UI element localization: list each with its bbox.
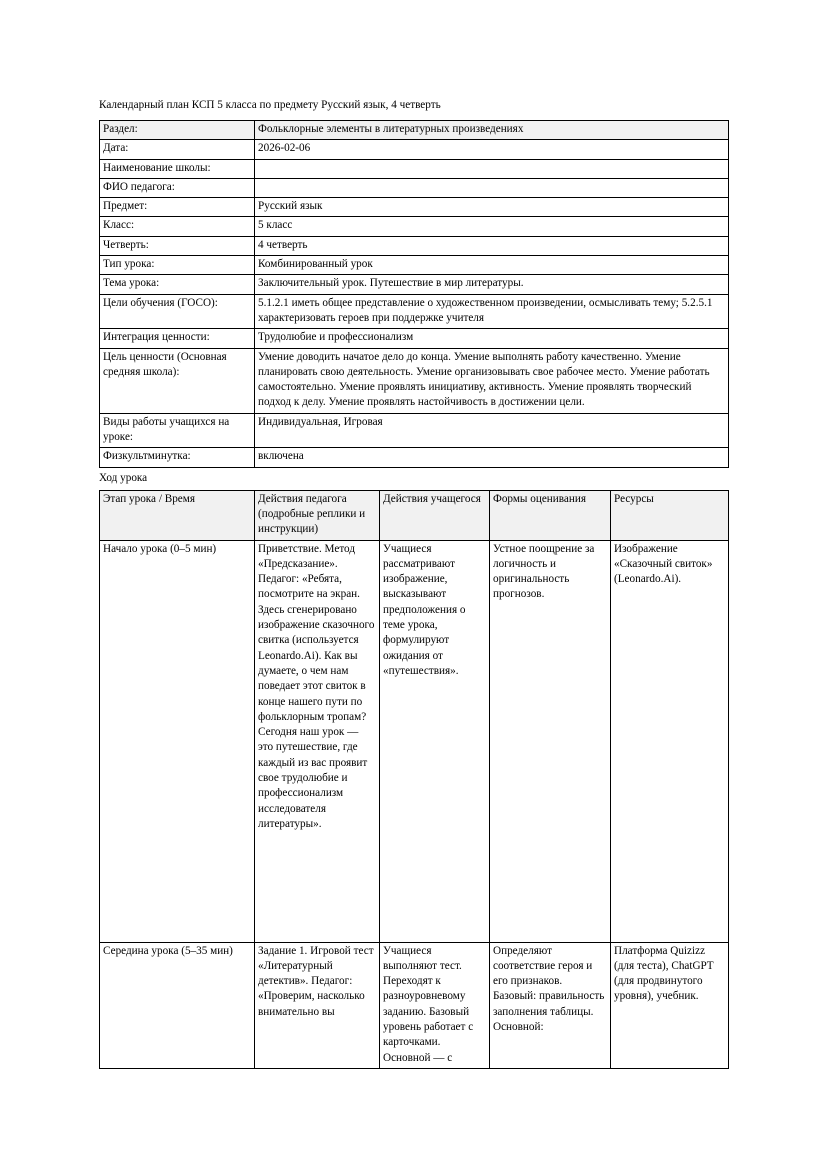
info-value: Индивидуальная, Игровая xyxy=(255,413,729,448)
table-row xyxy=(100,294,729,329)
table-row xyxy=(100,178,729,197)
cell-stage: Середина урока (5–35 мин) xyxy=(100,942,255,1068)
info-value: 5.1.2.1 иметь общее представление о художественном произведении, осмысливать тему; 5.2.5.1 характеризовать героев при поддержке учителя xyxy=(255,294,729,329)
info-value: включена xyxy=(255,448,729,467)
column-header-teacher-actions: Действия педагога (подробные реплики и инструкции) xyxy=(255,490,380,540)
info-value: Заключительный урок. Путешествие в мир литературы. xyxy=(255,275,729,294)
info-label: Предмет: xyxy=(100,198,255,217)
info-label: Виды работы учащихся на уроке: xyxy=(100,413,255,448)
info-value: 5 класс xyxy=(255,217,729,236)
cell-assessment: Определяют соответствие героя и его признаков. Базовый: правильность заполнения таблицы. Основной: xyxy=(490,942,611,1068)
info-label: Тема урока: xyxy=(100,275,255,294)
info-label: Наименование школы: xyxy=(100,159,255,178)
table-row xyxy=(100,256,729,275)
info-value: Комбинированный урок xyxy=(255,256,729,275)
table-row xyxy=(100,121,729,140)
info-value: Умение доводить начатое дело до конца. Умение выполнять работу качественно. Умение планировать свою деятельность. Умение организовывать свое рабочее место. Умение работать самостоятельно. Умение проявлять инициативу, активность. Умение проявлять творческий подход к делу. Умение проявлять настойчивость в достижении цели. xyxy=(255,348,729,413)
cell-teacher-actions: Задание 1. Игровой тест «Литературный детектив». Педагог: «Проверим, насколько внимательно вы xyxy=(255,942,380,1068)
table-row xyxy=(100,540,729,942)
info-label: Дата: xyxy=(100,140,255,159)
page-title: Календарный план КСП 5 класса по предмету Русский язык, 4 четверть xyxy=(99,99,441,111)
info-label: Раздел: xyxy=(100,121,255,140)
cell-student-actions: Учащиеся рассматривают изображение, высказывают предположения о теме урока, формулируют ожидания от «путешествия». xyxy=(380,540,490,942)
lesson-flow-table xyxy=(99,490,729,1069)
info-value xyxy=(255,159,729,178)
cell-resources: Платформа Quizizz (для теста), ChatGPT (для продвинутого уровня), учебник. xyxy=(611,942,729,1068)
info-value: Трудолюбие и профессионализм xyxy=(255,329,729,348)
table-row xyxy=(100,413,729,448)
info-value: Фольклорные элементы в литературных произведениях xyxy=(255,121,729,140)
document-page xyxy=(99,98,728,1069)
info-label: Четверть: xyxy=(100,236,255,255)
table-row xyxy=(100,942,729,1068)
info-label: Цель ценности (Основная средняя школа): xyxy=(100,348,255,413)
table-row xyxy=(100,348,729,413)
column-header-assessment: Формы оценивания xyxy=(490,490,611,540)
table-header-row xyxy=(100,490,729,540)
table-row xyxy=(100,448,729,467)
lesson-flow-header xyxy=(100,490,729,540)
info-value: 2026-02-06 xyxy=(255,140,729,159)
lesson-info-table xyxy=(99,120,729,468)
cell-assessment: Устное поощрение за логичность и оригинальность прогнозов. xyxy=(490,540,611,942)
table-row xyxy=(100,198,729,217)
info-label: Тип урока: xyxy=(100,256,255,275)
cell-teacher-actions: Приветствие. Метод «Предсказание». Педагог: «Ребята, посмотрите на экран. Здесь сгенерировано изображение сказочного свитка (используется Leonardo.Ai). Как вы думаете, о чем нам поведает этот свиток в конце нашего пути по фольклорным тропам? Сегодня наш урок — это путешествие, где каждый из вас проявит свое трудолюбие и профессионализм исследователя литературы». xyxy=(255,540,380,942)
cell-stage: Начало урока (0–5 мин) xyxy=(100,540,255,942)
column-header-student-actions: Действия учащегося xyxy=(380,490,490,540)
table-row xyxy=(100,329,729,348)
column-header-resources: Ресурсы xyxy=(611,490,729,540)
info-value: 4 четверть xyxy=(255,236,729,255)
cell-resources: Изображение «Сказочный свиток» (Leonardo.Ai). xyxy=(611,540,729,942)
lesson-flow-heading: Ход урока xyxy=(99,471,148,484)
info-label: Физкультминутка: xyxy=(100,448,255,467)
info-label: Класс: xyxy=(100,217,255,236)
info-value: Русский язык xyxy=(255,198,729,217)
info-value xyxy=(255,178,729,197)
table-row xyxy=(100,275,729,294)
lesson-flow-body xyxy=(100,540,729,1068)
info-label: Интеграция ценности: xyxy=(100,329,255,348)
lesson-info-body xyxy=(100,121,729,468)
column-header-stage: Этап урока / Время xyxy=(100,490,255,540)
info-label: Цели обучения (ГОСО): xyxy=(100,294,255,329)
info-label: ФИО педагога: xyxy=(100,178,255,197)
cell-student-actions: Учащиеся выполняют тест. Переходят к разноуровневому заданию. Базовый уровень работает с карточками. Основной — с xyxy=(380,942,490,1068)
table-row xyxy=(100,159,729,178)
table-row xyxy=(100,140,729,159)
table-row xyxy=(100,236,729,255)
table-row xyxy=(100,217,729,236)
